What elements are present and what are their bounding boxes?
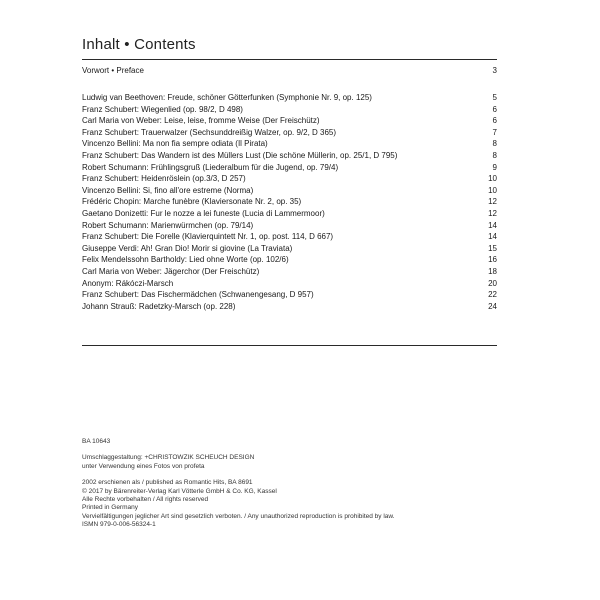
toc-entry-title: Felix Mendelssohn Bartholdy: Lied ohne Worte (op. 102/6) — [82, 255, 289, 265]
toc-entry-title: Vincenzo Bellini: Si, fino all'ore estreme (Norma) — [82, 185, 254, 195]
toc-entry-title: Franz Schubert: Wiegenlied (op. 98/2, D 498) — [82, 104, 243, 114]
toc-entry — [82, 278, 497, 290]
toc-entry — [82, 254, 497, 266]
toc-entry-title: Franz Schubert: Trauerwalzer (Sechsunddreißig Walzer, op. 9/2, D 365) — [82, 127, 337, 137]
toc-entry-title: Franz Schubert: Das Wandern ist des Müllers Lust (Die schöne Müllerin, op. 25/1, D 795) — [82, 150, 398, 160]
toc-entry-title: Giuseppe Verdi: Ah! Gran Dio! Morir si giovine (La Traviata) — [82, 243, 293, 253]
toc-entry — [82, 243, 497, 255]
ismn-number: ISMN 979-0-006-56324-1 — [82, 521, 156, 529]
toc-entry — [82, 231, 497, 243]
toc-entry-page-number: 24 — [488, 301, 497, 311]
toc-entry — [82, 196, 497, 208]
toc-entry-page-number: 16 — [488, 255, 497, 265]
toc-entry-page-number: 14 — [488, 232, 497, 242]
toc-entry-page-number: 15 — [488, 243, 497, 253]
toc-entry-page-number: 12 — [488, 208, 497, 218]
toc-entry — [82, 92, 497, 104]
toc-entry-page-number: 14 — [488, 220, 497, 230]
publication-note: 2002 erschienen als / published as Romantic Hits, BA 8691 — [82, 479, 253, 487]
toc-entry-title: Carl Maria von Weber: Leise, leise, fromme Weise (Der Freischütz) — [82, 116, 320, 126]
toc-entry-title: Robert Schumann: Marienwürmchen (op. 79/14) — [82, 220, 254, 230]
toc-entry-page-number: 8 — [492, 150, 497, 160]
toc-entry — [82, 266, 497, 278]
toc-entry — [82, 220, 497, 232]
toc-entry — [82, 289, 497, 301]
photo-credit: unter Verwendung eines Fotos von profeta — [82, 462, 205, 470]
toc-entry — [82, 150, 497, 162]
toc-entry-page-number: 8 — [492, 139, 497, 149]
toc-entry-page-number: 22 — [488, 290, 497, 300]
toc-entry-page-number: 6 — [492, 116, 497, 126]
preface-page-number: 3 — [492, 66, 497, 75]
toc-entry-page-number: 18 — [488, 266, 497, 276]
toc-entry-title: Robert Schumann: Frühlingsgruß (Liederalbum für die Jugend, op. 79/4) — [82, 162, 339, 172]
toc-entry — [82, 173, 497, 185]
toc-entry-title: Vincenzo Bellini: Ma non fia sempre odiata (Il Pirata) — [82, 139, 268, 149]
toc-entry — [82, 127, 497, 139]
table-of-contents — [82, 92, 497, 312]
toc-entry-page-number: 10 — [488, 174, 497, 184]
rights-line: Alle Rechte vorbehalten / All rights reserved — [82, 496, 209, 504]
toc-entry — [82, 104, 497, 116]
toc-entry-title: Gaetano Donizetti: Fur le nozze a lei funeste (Lucia di Lammermoor) — [82, 208, 325, 218]
toc-entry — [82, 301, 497, 313]
page-title: Inhalt • Contents — [82, 36, 196, 53]
printed-in-line: Printed in Germany — [82, 504, 138, 512]
toc-entry-title: Ludwig van Beethoven: Freude, schöner Götterfunken (Symphonie Nr. 9, op. 125) — [82, 93, 372, 102]
toc-entry-title: Frédéric Chopin: Marche funèbre (Klaviersonate Nr. 2, op. 35) — [82, 197, 302, 207]
toc-entry-page-number: 20 — [488, 278, 497, 288]
toc-entry — [82, 115, 497, 127]
toc-entry-page-number: 7 — [492, 127, 497, 137]
toc-entry — [82, 138, 497, 150]
toc-entry-title: Franz Schubert: Das Fischermädchen (Schwanengesang, D 957) — [82, 290, 314, 300]
toc-entry-page-number: 6 — [492, 104, 497, 114]
copyright-line: © 2017 by Bärenreiter-Verlag Karl Vötterle GmbH & Co. KG, Kassel — [82, 487, 277, 495]
edition-code: BA 10643 — [82, 438, 111, 445]
toc-entry-title: Carl Maria von Weber: Jägerchor (Der Freischütz) — [82, 266, 260, 276]
preface-label: Vorwort • Preface — [82, 66, 144, 75]
cover-design-credit: Umschlaggestaltung: +CHRISTOWZIK SCHEUCH DESIGN — [82, 454, 255, 462]
preface-entry — [82, 65, 497, 76]
toc-entry-page-number: 5 — [492, 93, 497, 102]
toc-entry-title: Franz Schubert: Die Forelle (Klavierquintett Nr. 1, op. post. 114, D 667) — [82, 232, 334, 242]
title-divider — [82, 59, 497, 60]
toc-entry — [82, 162, 497, 174]
toc-entry — [82, 185, 497, 197]
section-divider — [82, 345, 497, 346]
toc-entry-page-number: 12 — [488, 197, 497, 207]
imprint — [82, 438, 502, 538]
toc-entry — [82, 208, 497, 220]
toc-entry-page-number: 9 — [492, 162, 497, 172]
toc-entry-page-number: 10 — [488, 185, 497, 195]
toc-entry-title: Anonym: Rákóczi-Marsch — [82, 278, 174, 288]
reproduction-notice: Vervielfältigungen jeglicher Art sind gesetzlich verboten. / Any unauthorized reproduction is prohibited by law. — [82, 512, 395, 520]
toc-entry-title: Franz Schubert: Heidenröslein (op.3/3, D 257) — [82, 174, 246, 184]
toc-entry-title: Johann Strauß: Radetzky-Marsch (op. 228) — [82, 301, 236, 311]
